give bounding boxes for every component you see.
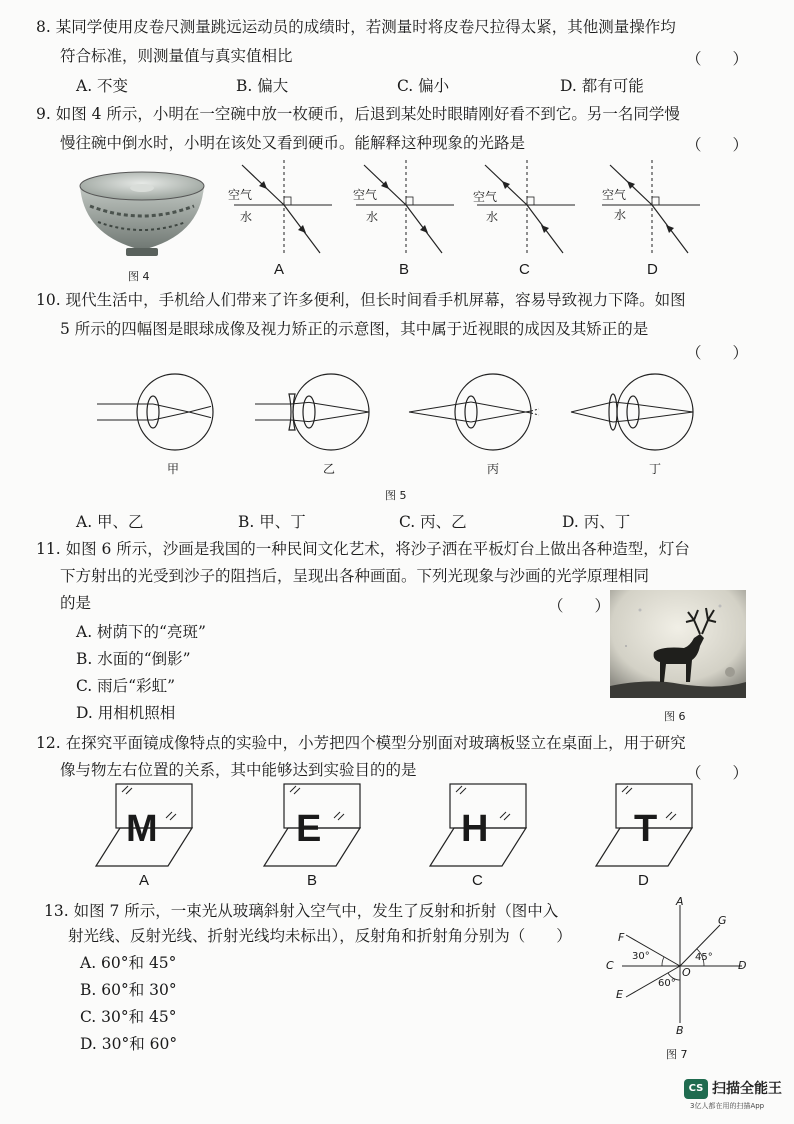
q12-option-b: B <box>307 872 318 889</box>
glass-glint <box>290 786 296 792</box>
q9-option-c: C <box>519 261 530 278</box>
camscanner-logo: CS <box>684 1079 708 1099</box>
camscanner-slogan: 3亿人都在用的扫描App <box>690 1102 765 1110</box>
eye-label-jia: 甲 <box>167 462 180 476</box>
glass-glint <box>294 788 300 794</box>
q13-option-b: B. 60°和 30° <box>80 981 177 999</box>
glass-glint <box>666 812 672 818</box>
fig6-caption: 图 6 <box>664 710 686 723</box>
q8-option-d: D. 都有可能 <box>560 77 644 95</box>
glass-glint <box>504 814 510 820</box>
q11-option-b: B. 水面的“倒影” <box>76 650 191 668</box>
model-letter-t: T <box>634 808 658 850</box>
q9-line1: 9. 如图 4 所示，小明在一空碗中放一枚硬币，后退到某处时眼睛刚好看不到它。另一名同学慢 <box>36 105 680 123</box>
q13-option-c: C. 30°和 45° <box>80 1008 177 1026</box>
q10-option-a: A. 甲、乙 <box>76 513 144 531</box>
point-b: B <box>676 1024 684 1037</box>
glass-glint <box>334 812 340 818</box>
fig7-caption: 图 7 <box>666 1048 688 1061</box>
q12-line1: 12. 在探究平面镜成像特点的实验中，小芳把四个模型分别面对玻璃板竖立在桌面上，用于研究 <box>36 734 686 752</box>
point-a: A <box>676 895 684 908</box>
point-d: D <box>738 959 747 972</box>
q13-line2: 射光线、反射光线、折射光线均未标出），反射角和折射角分别为（ ） <box>68 927 572 945</box>
eye-label-ding: 丁 <box>649 462 662 476</box>
angle-30: 30° <box>632 951 650 962</box>
q8-line1: 8. 某同学使用皮卷尺测量跳远运动员的成绩时，若测量时将皮卷尺拉得太紧，其他测量操作均 <box>36 18 676 36</box>
q11-option-a: A. 树荫下的“亮斑” <box>76 623 206 641</box>
q9-option-b: B <box>399 261 410 278</box>
water-label-a: 水 <box>240 210 253 224</box>
glass-glint <box>456 786 462 792</box>
refraction-figure <box>600 895 760 1045</box>
angle-60: 60° <box>658 978 676 989</box>
air-label-d: 空气 <box>602 188 627 202</box>
q11-line3: 的是 <box>60 594 92 612</box>
glass-glint <box>460 788 466 794</box>
glass-glint <box>122 786 128 792</box>
water-label-d: 水 <box>614 208 627 222</box>
q9-option-a: A <box>274 261 285 278</box>
q8-line2: 符合标准，则测量值与真实值相比 <box>60 47 293 65</box>
point-f: F <box>618 931 625 944</box>
glass-glint <box>126 788 132 794</box>
model-letter-m: M <box>126 808 158 850</box>
fig5-caption: 图 5 <box>385 489 407 502</box>
model-letter-h: H <box>461 808 489 850</box>
q10-line2: 5 所示的四幅图是眼球成像及视力矫正的示意图，其中属于近视眼的成因及其矫正的是 <box>60 320 649 338</box>
point-g: G <box>718 914 727 927</box>
q11-line2: 下方射出的光受到沙子的阻挡后，呈现出各种画面。下列光现象与沙画的光学原理相同 <box>60 567 650 585</box>
q11-answer-paren: （ ） <box>548 597 611 615</box>
q10-line1: 10. 现代生活中，手机给人们带来了许多便利，但长时间看手机屏幕，容易导致视力下降。如图 <box>36 291 686 309</box>
eye-label-bing: 丙 <box>487 462 500 476</box>
air-label-c: 空气 <box>473 190 498 204</box>
water-label-c: 水 <box>486 210 499 224</box>
q8-option-b: B. 偏大 <box>236 77 289 95</box>
fig4-caption: 图 4 <box>128 270 150 283</box>
angle-45: 45° <box>695 952 713 963</box>
q13-option-d: D. 30°和 60° <box>80 1035 178 1053</box>
q12-answer-paren: （ ） <box>686 764 749 782</box>
glass-glint <box>500 812 506 818</box>
q11-line1: 11. 如图 6 所示，沙画是我国的一种民间文化艺术，将沙子洒在平板灯台上做出各种造型，灯台 <box>36 540 690 558</box>
q10-option-b: B. 甲、丁 <box>238 513 306 531</box>
q8-option-c: C. 偏小 <box>397 77 450 95</box>
q8-answer-paren: （ ） <box>686 50 749 68</box>
air-label-a: 空气 <box>228 188 253 202</box>
point-c: C <box>606 959 614 972</box>
q13-option-a: A. 60°和 45° <box>80 954 177 972</box>
point-o: O <box>682 966 691 979</box>
water-label-b: 水 <box>366 210 379 224</box>
q12-option-c: C <box>472 872 483 889</box>
eye-label-yi: 乙 <box>323 462 336 476</box>
glass-glint <box>166 812 172 818</box>
model-letter-e: E <box>296 808 322 850</box>
glass-glint <box>338 814 344 820</box>
q10-option-d: D. 丙、丁 <box>562 513 631 531</box>
q10-option-c: C. 丙、乙 <box>399 513 467 531</box>
q13-line1: 13. 如图 7 所示，一束光从玻璃斜射入空气中，发生了反射和折射（图中入 <box>44 902 559 920</box>
q9-option-d: D <box>647 261 658 278</box>
glass-glint <box>170 814 176 820</box>
q12-option-a: A <box>139 872 150 889</box>
camscanner-name: 扫描全能王 <box>712 1081 782 1097</box>
q12-option-d: D <box>638 872 649 889</box>
q11-option-d: D. 用相机照相 <box>76 704 176 722</box>
glass-glint <box>626 788 632 794</box>
air-label-b: 空气 <box>353 188 378 202</box>
q8-option-a: A. 不变 <box>76 77 129 95</box>
q10-answer-paren: （ ） <box>686 344 749 362</box>
glass-glint <box>670 814 676 820</box>
point-e: E <box>616 988 623 1001</box>
q9-line2: 慢往碗中倒水时，小明在该处又看到硬币。能解释这种现象的光路是 <box>60 134 526 152</box>
glass-glint <box>622 786 628 792</box>
q9-answer-paren: （ ） <box>686 136 749 154</box>
q11-option-c: C. 雨后“彩虹” <box>76 677 176 695</box>
q12-line2: 像与物左右位置的关系，其中能够达到实验目的的是 <box>60 761 417 779</box>
